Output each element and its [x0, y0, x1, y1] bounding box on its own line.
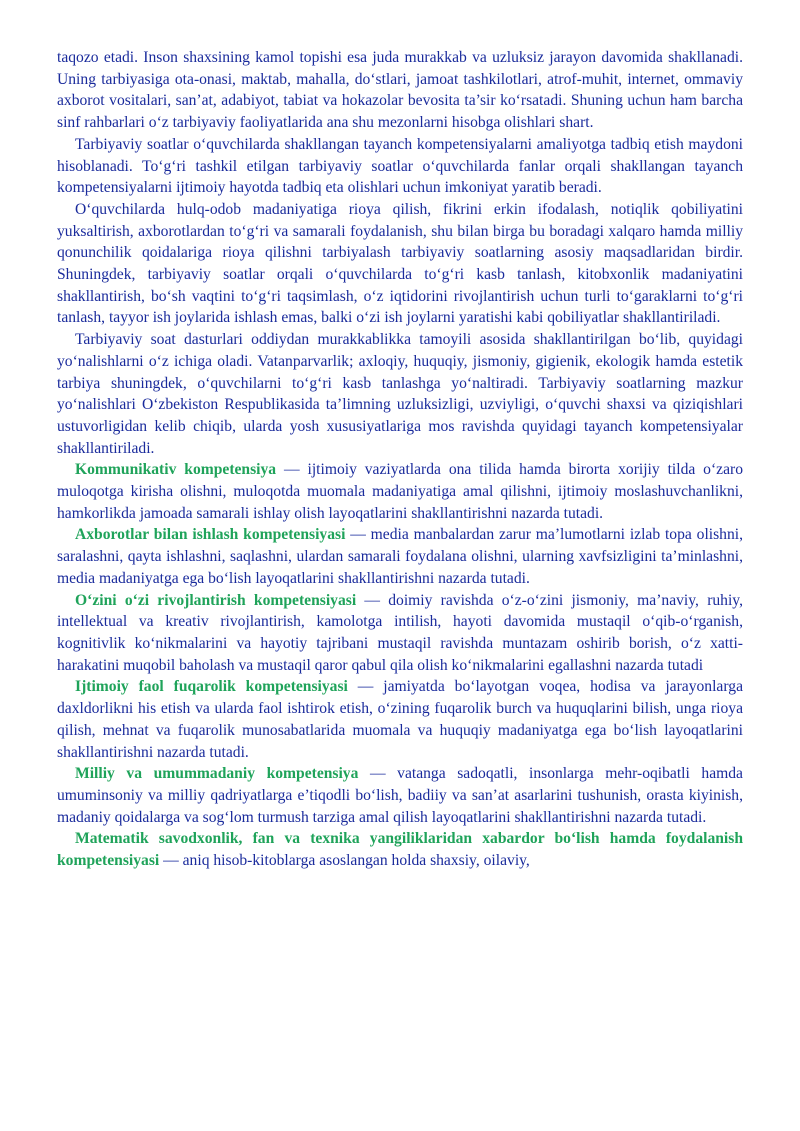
competency-term: Matematik savodxonlik, fan va texnika yangiliklaridan xabardor bo‘lish hamda foydalanish kompetensiyasi	[57, 830, 743, 870]
paragraph-self-development	[57, 590, 743, 677]
competency-term: Axborotlar bilan ishlash kompetensiyasi	[75, 526, 346, 544]
paragraph-information	[57, 524, 743, 589]
competency-term: Kommunikativ kompetensiya	[75, 461, 277, 479]
document-page	[57, 47, 743, 872]
paragraph	[57, 329, 743, 459]
paragraph	[57, 134, 743, 199]
paragraph-text: — vatanga sadoqatli, insonlarga mehr-oqibatli hamda umuminsoniy va milliy qadriyatlarga e’tiqodli bo‘lish, badiiy va san’at asarlarini tushunish, orasta kiyinish, madaniy qoidalarga va sog‘lom turmush tarziga amal qilish layoqatlarini shakllantirishni nazarda tutadi.	[57, 765, 743, 826]
paragraph-math-science	[57, 828, 743, 871]
paragraph-communicative	[57, 459, 743, 524]
paragraph-civic	[57, 676, 743, 763]
paragraph-text: — aniq hisob-kitoblarga asoslangan holda shaxsiy, oilaviy,	[159, 852, 530, 870]
paragraph-text: — jamiyatda bo‘layotgan voqea, hodisa va jarayonlarga daxldorlikni his etish va ularda faol ishtirok etish, o‘zining fuqarolik burch va huquqlarini bilish, unga rioya qilish, mehnat va fuqarolik munosabatlarida muomala va huquqiy madaniyatga ega bo‘lish layoqatlarini shakllantirishni nazarda tutadi.	[57, 678, 743, 761]
competency-term: Milliy va umummadaniy kompetensiya	[75, 765, 359, 783]
paragraph	[57, 47, 743, 134]
paragraph-text: — doimiy ravishda o‘z-o‘zini jismoniy, ma’naviy, ruhiy, intellektual va kreativ rivojlantirish, kamolotga intilish, hayoti davomida mustaqil o‘qib-o‘rganish, kognitivlik ko‘nikmalarini va hayotiy tajribani mustaqil ravishda muntazam oshirib borish, o‘z xatti-harakatini muqobil baholash va mustaqil qaror qabul qila olish ko‘nikmalarini egallashni nazarda tutadi	[57, 591, 743, 674]
competency-term: Ijtimoiy faol fuqarolik kompetensiyasi	[75, 678, 348, 696]
paragraph-text: — media manbalardan zarur ma’lumotlarni izlab topa olishni, saralashni, qayta ishlashni, saqlashni, ulardan samarali foydalana olishni, ularning xavfsizligini ta’minlashni, media madaniyatga ega bo‘lish layoqatlarini shakllantirishni nazarda tutadi.	[57, 526, 743, 587]
paragraph-text: Tarbiyaviy soat dasturlari oddiydan murakkablikka tamoyili asosida shakllantirilgan bo‘lib, quyidagi yo‘nalishlarni o‘z ichiga oladi. Vatanparvarlik; axloqiy, huquqiy, jismoniy, gigienik, ekologik hamda estetik tarbiya shuningdek, o‘quvchilarni to‘g‘ri kasb tanlashga yo‘naltiradi. Tarbiyaviy soatlarning mazkur yo‘nalishlari O‘zbekiston Respublikasida ta’limning uzluksizligi, uzviyligi, o‘quvchi shaxsi va qiziqishlari ustuvorligidan kelib chiqib, ularda yosh xususiyatlariga mos ravishda quyidagi tayanch kompetensiyalar shakllantiriladi.	[57, 331, 743, 457]
paragraph-text: — ijtimoiy vaziyatlarda ona tilida hamda birorta xorijiy tilda o‘zaro muloqotga kirisha olishni, muloqotda muomala madaniyatiga amal qilishni, ijtimoiy moslashuvchanlikni, hamkorlikda jamoada samarali ishlay olish layoqatlarini shakllantirishni nazarda tutadi.	[57, 461, 744, 522]
paragraph	[57, 199, 743, 329]
competency-term: O‘zini o‘zi rivojlantirish kompetensiyasi	[75, 591, 357, 609]
paragraph-cultural	[57, 763, 743, 828]
paragraph-text: O‘quvchilarda hulq-odob madaniyatiga rioya qilish, fikrini erkin ifodalash, notiqlik qobiliyatini yuksaltirish, axborotlardan to‘g‘ri va samarali foydalanish, shu bilan birga bu boradagi xalqaro hamda milliy qonunchilik qoidalariga rioya qilishni tarbiyalash tarbiyaviy soatlarning asosiy maqsadlaridan birdir. Shuningdek, tarbiyaviy soatlar orqali o‘quvchilarda to‘g‘ri kasb tanlash, kitobxonlik madaniyatini shakllantirish, bo‘sh vaqtini to‘g‘ri taqsimlash, o‘z iqtidorini rivojlantirish uchun turli to‘garaklarni to‘g‘ri tanlash, tayyor ish joylarida ishlash emas, balki o‘zi ish joylarni yaratishi kabi qobiliyatlar shakllantiriladi.	[57, 200, 743, 327]
paragraph-text: Tarbiyaviy soatlar o‘quvchilarda shakllangan tayanch kompetensiyalarni amaliyotga tadbiq etish maydoni hisoblanadi. To‘g‘ri tashkil etilgan tarbiyaviy soatlar o‘quvchilarda fanlar orqali shakllangan tayanch kompetensiyalarni ijtimoiy hayotda tadbiq eta olishlari uchun imkoniyat yaratib beradi.	[57, 135, 743, 197]
paragraph-text: taqozo etadi. Inson shaxsining kamol topishi esa juda murakkab va uzluksiz jarayon davomida shakllanadi. Uning tarbiyasiga ota-onasi, maktab, mahalla, do‘stlari, jamoat tashkilotlari, atrof-muhit, internet, ommaviy axborot vositalari, san’at, adabiyot, tabiat va hokazolar bevosita ta’sir ko‘rsatadi. Shuning uchun ham barcha sinf rahbarlari o‘z tarbiyaviy faoliyatlarida ana shu mezonlarni hisobga olishlari shart.	[57, 49, 743, 132]
